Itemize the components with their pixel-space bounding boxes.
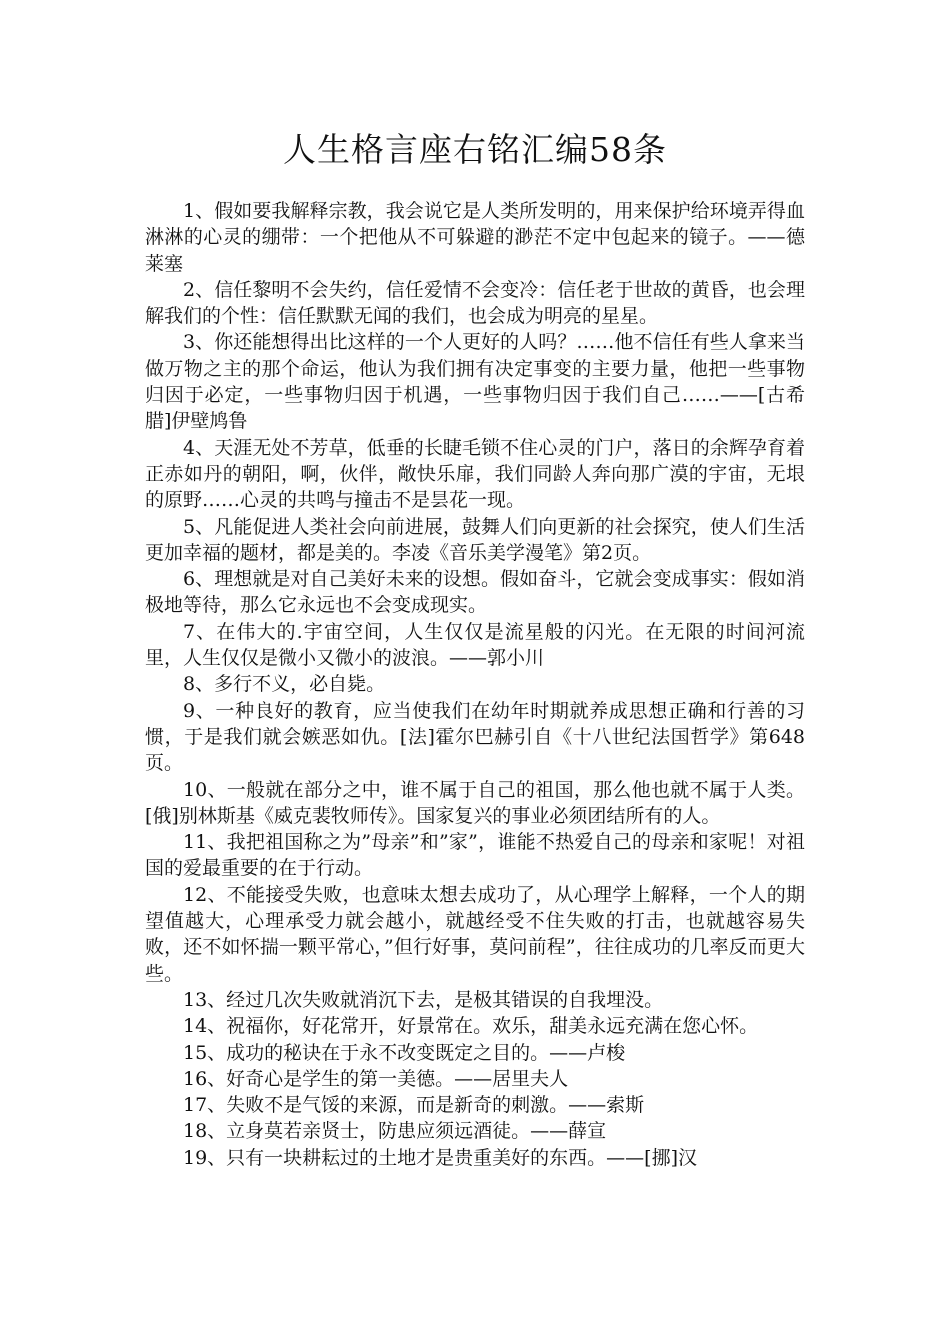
paragraph-10: 10、一般就在部分之中，谁不属于自己的祖国，那么他也就不属于人类。[俄]别林斯基《威克裴牧师传》。国家复兴的事业必须团结所有的人。: [145, 778, 805, 827]
paragraph-9: 9、一种良好的教育，应当使我们在幼年时期就养成思想正确和行善的习惯，于是我们就会嫉恶如仇。[法]霍尔巴赫引自《十八世纪法国哲学》第648页。: [145, 699, 805, 775]
paragraph-17: 17、失败不是气馁的来源，而是新奇的刺激。——索斯: [183, 1094, 645, 1117]
paragraph-8: 8、多行不义，必自毙。: [183, 673, 386, 696]
paragraph-14: 14、祝福你，好花常开，好景常在。欢乐，甜美永远充满在您心怀。: [183, 1015, 759, 1038]
paragraph-12: 12、不能接受失败，也意味太想去成功了，从心理学上解释，一个人的期望值越大，心理承受力就会越小，就越经受不住失败的打击，也就越容易失败，还不如怀揣一颗平常心，”但行好事，莫问前程”，往往成功的几率反而更大些。: [145, 883, 805, 985]
paragraph-1: 1、假如要我解释宗教，我会说它是人类所发明的，用来保护给环境弄得血淋淋的心灵的绷带：一个把他从不可躲避的渺茫不定中包起来的镜子。——德莱塞: [145, 200, 805, 275]
paragraph-11: 11、我把祖国称之为”母亲”和”家”，谁能不热爱自己的母亲和家呢！对祖国的爱最重要的在于行动。: [145, 831, 805, 880]
paragraph-4: 4、天涯无处不芳草，低垂的长睫毛锁不住心灵的门户，落日的余辉孕育着正赤如丹的朝阳，啊，伙伴，敞快乐扉，我们同龄人奔向那广漠的宇宙，无垠的原野……心灵的共鸣与撞击不是昙花一现。: [145, 436, 805, 512]
paragraph-2: 2、信任黎明不会失约，信任爱情不会变冷：信任老于世故的黄昏，也会理解我们的个性：信任默默无闻的我们，也会成为明亮的星星。: [145, 278, 805, 328]
paragraph-3: 3、你还能想得出比这样的一个人更好的人吗？……他不信任有些人拿来当做万物之主的那个命运，他认为我们拥有决定事变的主要力量，他把一些事物归因于必定，一些事物归因于机遇，一些事物归因于我们自己……——[古希腊]伊壁鸠鲁: [145, 331, 805, 433]
paragraph-6: 6、理想就是对自己美好未来的设想。假如奋斗，它就会变成事实：假如消极地等待，那么它永远也不会变成现实。: [145, 568, 805, 617]
document-title: 人生格言座右铭汇编58条: [283, 130, 667, 169]
paragraph-13: 13、经过几次失败就消沉下去，是极其错误的自我埋没。: [183, 988, 664, 1011]
paragraph-7: 7、在伟大的.宇宙空间，人生仅仅是流星般的闪光。在无限的时间河流里，人生仅仅是微小又微小的波浪。——郭小川: [145, 620, 805, 670]
paragraph-5: 5、凡能促进人类社会向前进展，鼓舞人们向更新的社会探究，使人们生活更加幸福的题材，都是美的。李凌《音乐美学漫笔》第2页。: [145, 515, 805, 564]
document-body: [145, 198, 805, 1171]
paragraph-15: 15、成功的秘诀在于永不改变既定之目的。——卢梭: [183, 1041, 626, 1064]
paragraph-19: 19、只有一块耕耘过的土地才是贵重美好的东西。——[挪]汉: [183, 1146, 698, 1169]
paragraph-16: 16、好奇心是学生的第一美德。——居里夫人: [183, 1067, 569, 1090]
paragraph-18: 18、立身莫若亲贤士，防患应须远酒徒。——薛宣: [183, 1120, 607, 1143]
